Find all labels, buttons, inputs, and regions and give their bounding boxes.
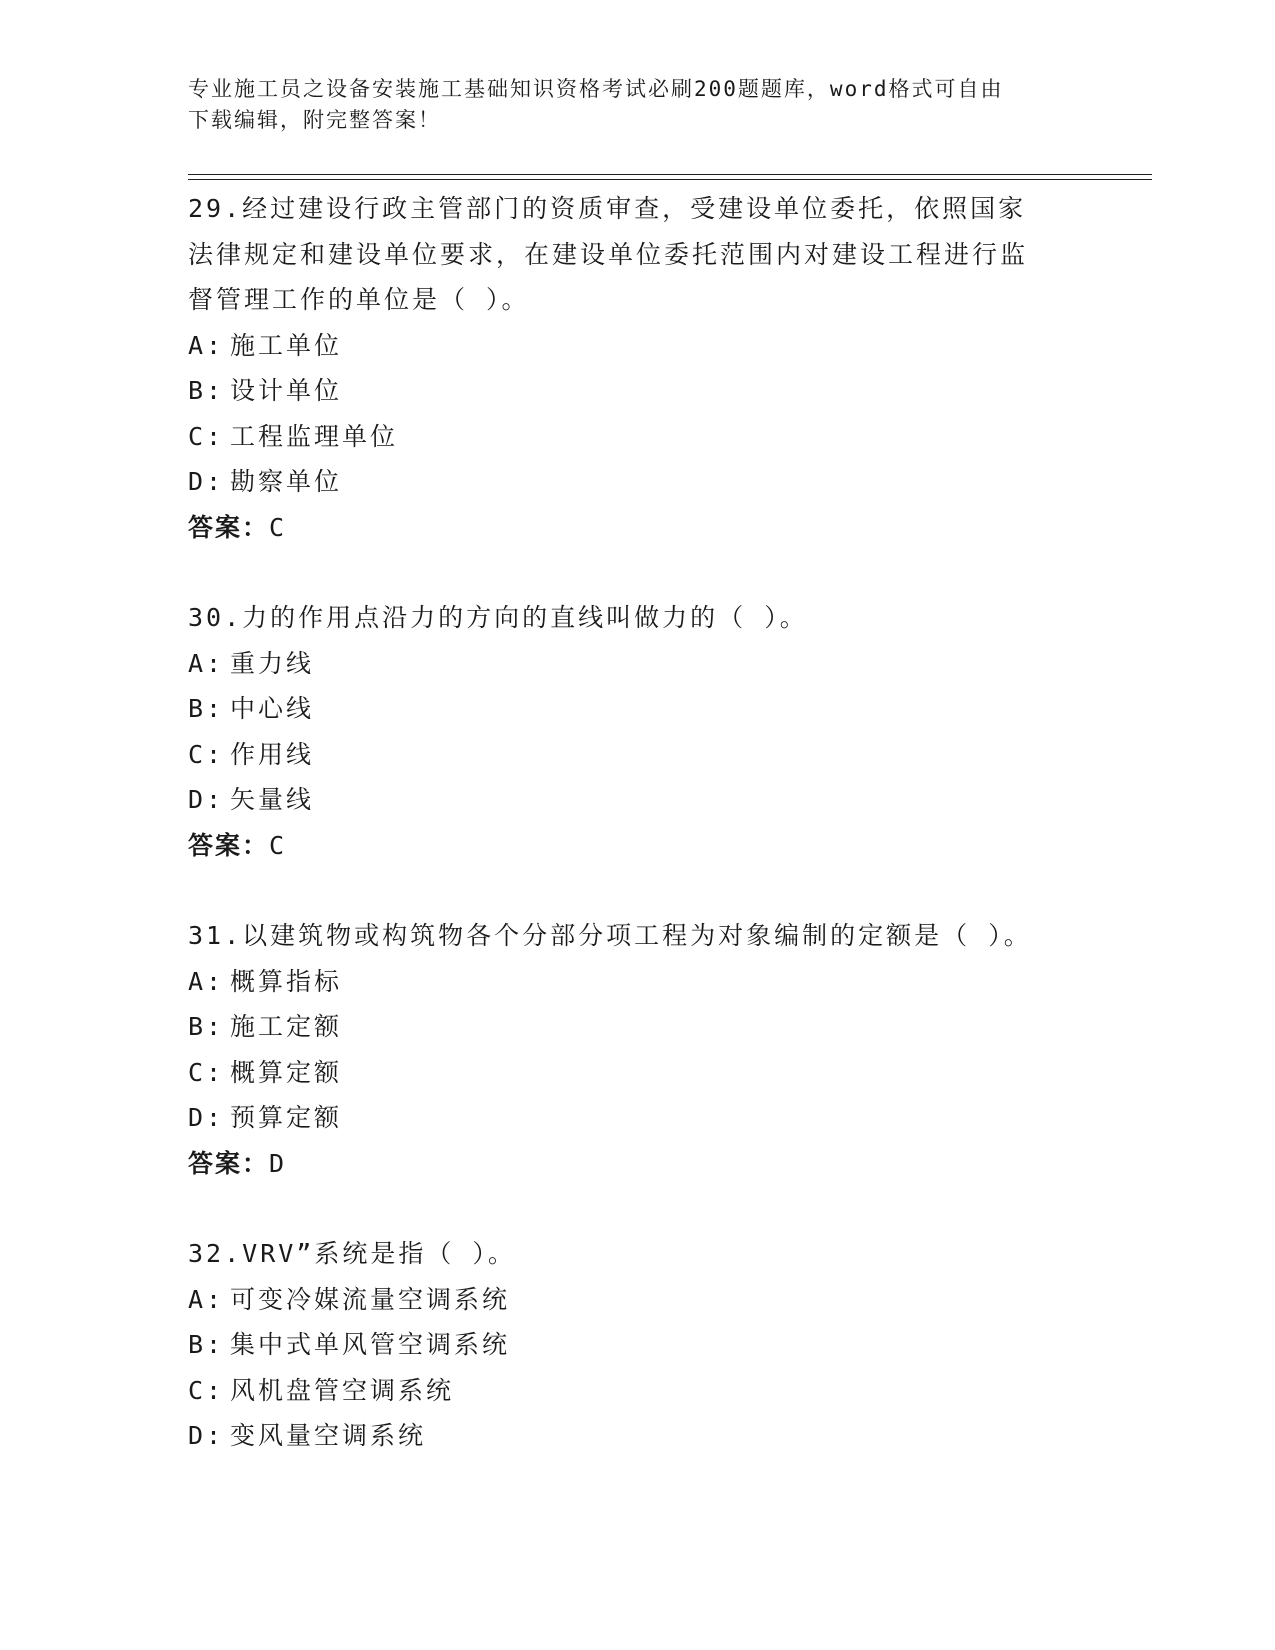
option-c: C: 风机盘管空调系统 [188, 1375, 455, 1405]
question-31 [188, 913, 1088, 1186]
answer-label: 答案： [188, 1148, 270, 1178]
option-d: D: 勘察单位 [188, 467, 343, 496]
option-b: B: 设计单位 [188, 376, 343, 405]
question-32 [188, 1231, 1088, 1459]
question-30 [188, 595, 1088, 868]
answer-line [188, 505, 1088, 551]
option-c: C: 工程监理单位 [188, 421, 399, 451]
header-divider-top [188, 174, 1152, 175]
header-line-2: 下载编辑，附完整答案！ [188, 108, 441, 132]
answer-value: C [269, 830, 287, 860]
answer-line [188, 1141, 1088, 1187]
option-d: D: 矢量线 [188, 785, 315, 814]
option-a: A: 施工单位 [188, 330, 343, 360]
option-a: A: 可变冷媒流量空调系统 [188, 1284, 511, 1314]
answer-label: 答案： [188, 512, 270, 542]
question-list [188, 186, 1088, 1504]
header-line-1: 专业施工员之设备安装施工基础知识资格考试必刷200题题库，word格式可自由 [188, 77, 1004, 101]
header-divider-bottom [188, 179, 1152, 180]
answer-value: C [269, 512, 287, 542]
option-d: D: 变风量空调系统 [188, 1421, 427, 1450]
option-c: C: 概算定额 [188, 1057, 343, 1087]
option-a: A: 重力线 [188, 648, 315, 678]
document-header [188, 74, 1068, 136]
option-b: B: 中心线 [188, 694, 315, 723]
option-a: A: 概算指标 [188, 966, 343, 996]
option-b: B: 施工定额 [188, 1012, 343, 1041]
answer-label: 答案： [188, 830, 270, 860]
option-c: C: 作用线 [188, 739, 315, 769]
option-b: B: 集中式单风管空调系统 [188, 1330, 511, 1359]
question-29 [188, 186, 1088, 550]
question-text: 30.力的作用点沿力的方向的直线叫做力的（ ）。 [188, 603, 808, 632]
answer-value: D [269, 1148, 287, 1178]
question-text: 32.VRV”系统是指（ ）。 [188, 1239, 516, 1268]
answer-line [188, 823, 1088, 869]
question-text: 31.以建筑物或构筑物各个分部分项工程为对象编制的定额是（ ）。 [188, 921, 1032, 950]
question-text: 29.经过建设行政主管部门的资质审查，受建设单位委托，依照国家法律规定和建设单位要求，在建设单位委托范围内对建设工程进行监督管理工作的单位是（ ）。 [188, 194, 1029, 314]
option-d: D: 预算定额 [188, 1103, 343, 1132]
